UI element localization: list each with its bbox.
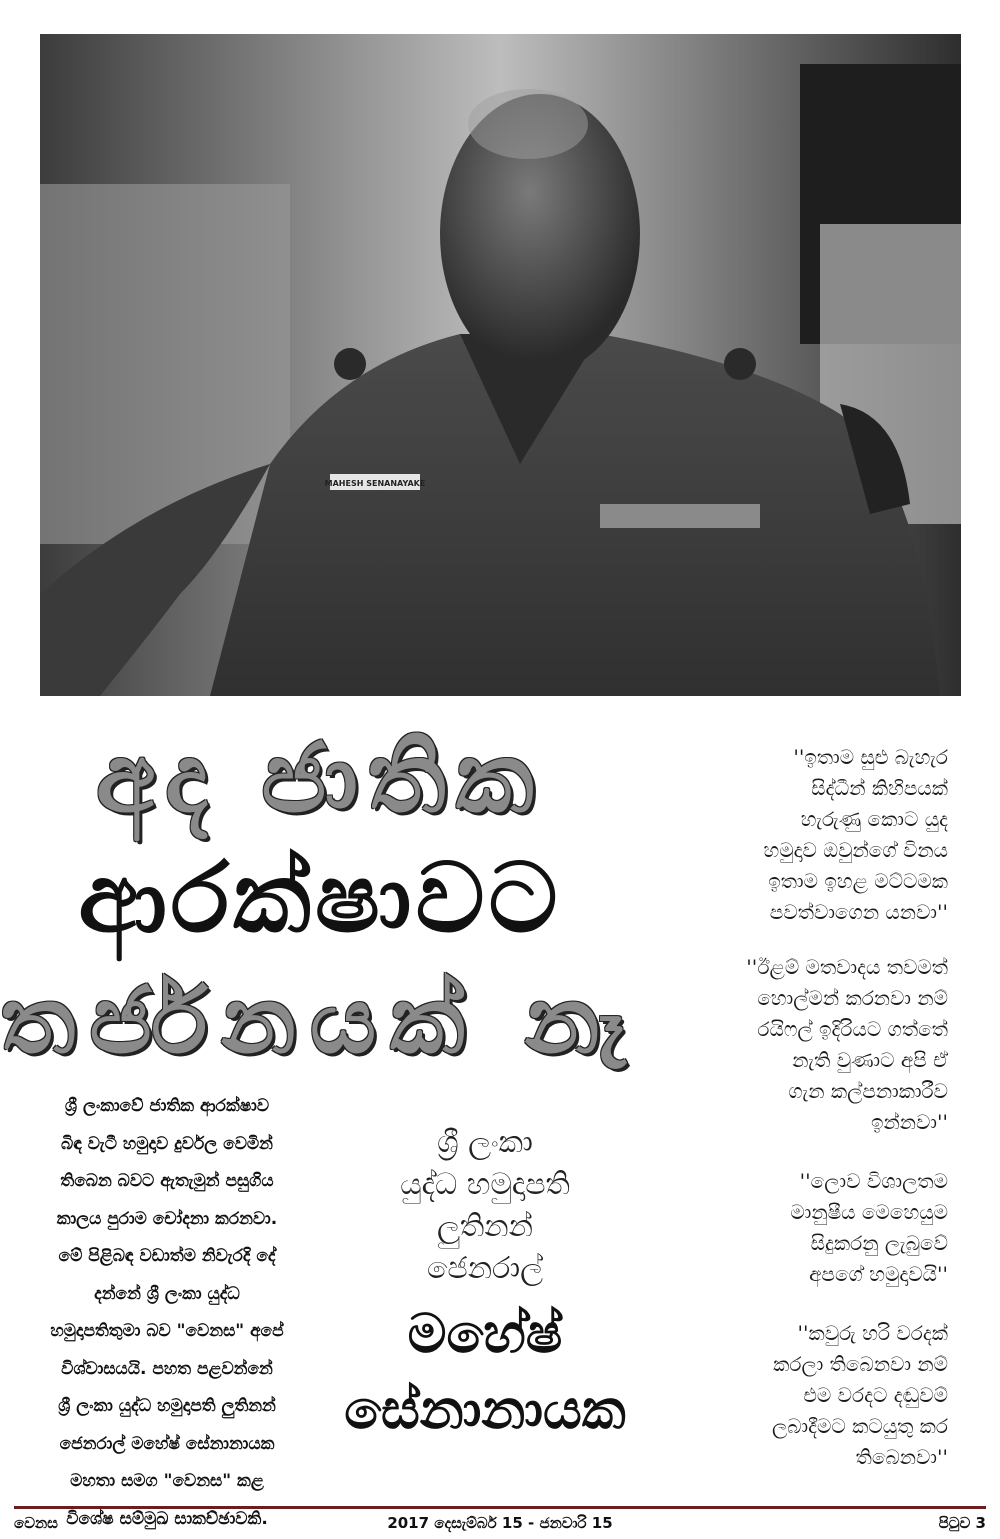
intro-paragraph	[14, 1088, 320, 1538]
intro-line: තිබෙන බවට ඇතැමුන් පසුගිය	[60, 1171, 274, 1191]
quote-line: හොල්මන් කරනවා නම්	[757, 986, 948, 1010]
quote-line: පවත්වාගෙන යනවා''	[769, 900, 948, 924]
page-number: පිටුව 3	[938, 1514, 986, 1532]
pull-quote	[660, 952, 970, 1138]
quote-line: ''ඉතාම සුළු බැහැර	[793, 745, 948, 769]
publication-name: වෙනස	[14, 1514, 58, 1532]
quote-line: ඉතාම ඉහළ මට්ටමක	[768, 869, 948, 893]
quote-line: අපගේ හමුදාවයි''	[809, 1262, 948, 1286]
intro-line: ශ්‍රී ලංකාවේ ජාතික ආරක්ෂාව	[64, 1096, 270, 1116]
pull-quote	[660, 742, 970, 928]
issue-date: 2017 දෙසැම්බර් 15 - ජනවාරි 15	[387, 1514, 613, 1532]
quote-line: ලබාදීමට කටයුතු කර	[771, 1414, 948, 1438]
pull-quotes	[660, 742, 970, 1501]
subject-byline	[330, 1122, 640, 1448]
name-tag: MAHESH SENANAYAKE	[324, 479, 426, 488]
quote-line: කරලා තිබෙනවා නම්	[773, 1352, 948, 1376]
intro-line: දන්නේ ශ්‍රී ලංකා යුද්ධ	[94, 1283, 240, 1304]
intro-line: ජෙනරාල් මහේෂ් සේනානායක	[59, 1433, 275, 1454]
quote-line: තිබෙනවා''	[855, 1445, 948, 1469]
subject-line: ශ්‍රී ලංකා	[437, 1125, 533, 1160]
intro-line: විශ්වාසයයි. පහත පළවන්නේ	[61, 1358, 273, 1379]
quote-line: ගැන කල්පනාකාරීව	[788, 1079, 948, 1103]
intro-line: ශ්‍රී ලංකා යුද්ධ හමුදාපති ලුතිනන්	[58, 1396, 276, 1416]
quote-line: ඉන්නවා''	[871, 1110, 948, 1134]
pull-quote	[660, 1166, 970, 1290]
footer-divider	[14, 1506, 986, 1509]
headline-line-3: තර්ජනයක් නෑ	[0, 967, 640, 1074]
intro-line: බිඳ වැටී හමුදාව දුර්වල වෙමින්	[61, 1133, 273, 1154]
quote-line: සිදුකරනු ලැබුවේ	[810, 1231, 948, 1255]
quote-line: එම වරදට දඬුවම්	[803, 1383, 948, 1407]
cover-photo	[40, 34, 961, 696]
subject-first-name: මහේෂ්	[407, 1302, 563, 1365]
quote-line: සිද්ධීන් කිහිපයක්	[811, 776, 948, 800]
quote-line: ''කවුරු හරි වරදක්	[797, 1321, 948, 1345]
pull-quote	[660, 1318, 970, 1473]
subject-line: යුද්ධ හමුදාපති	[400, 1167, 570, 1202]
quote-line: ''ලොව විශාලතම	[799, 1169, 948, 1193]
subject-line: ජෙනරාල්	[427, 1251, 543, 1286]
page-footer	[14, 1514, 986, 1536]
quote-line: හමුදාව ඔවුන්ගේ විනය	[763, 838, 948, 862]
quote-line: මානුෂීය මෙහෙයුම	[790, 1200, 948, 1224]
intro-line: විශේෂ සම්මුඛ සාකච්ඡාවකි.	[66, 1508, 268, 1529]
headline-line-2: ආරක්ෂාවට	[78, 842, 562, 954]
quote-line: හැරුණු කොට යුද	[800, 807, 948, 831]
subject-surname: සේනානායක	[344, 1378, 626, 1441]
intro-line: මහතා සමග "වෙනස" කළ	[70, 1471, 264, 1491]
quote-line: නැති වුණාට අපි ඒ	[792, 1048, 948, 1072]
quote-line: රයිෆල් ඉදිරියට ගත්තේ	[757, 1017, 948, 1041]
subject-name	[330, 1296, 640, 1448]
intro-line: කාලය පුරාම චෝදනා කරනවා.	[56, 1208, 278, 1229]
army-commander-portrait	[40, 34, 961, 696]
subject-line: ලුතිනන්	[437, 1209, 533, 1244]
quote-line: ''ඊළම් මතවාදය තවමත්	[746, 955, 948, 979]
intro-line: හමුදාපතිතුමා බව "වෙනස" අපේ	[50, 1321, 284, 1341]
headline-line-1: අද ජාතික	[96, 722, 544, 834]
intro-line: මේ පිළිබඳ වඩාත්ම නිවැරදි දේ	[58, 1246, 276, 1266]
